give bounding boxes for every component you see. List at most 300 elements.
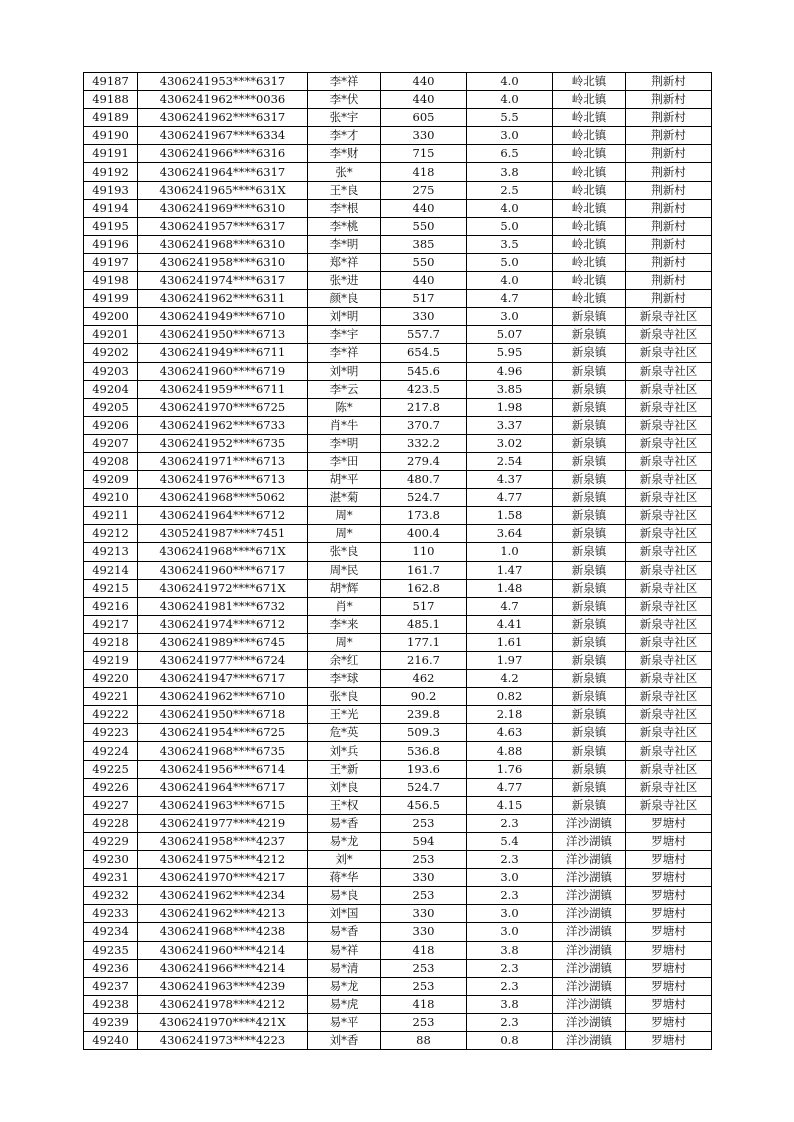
table-row (84, 217, 712, 235)
quantity-cell: 4.37 (467, 471, 553, 489)
quantity-cell: 2.54 (467, 452, 553, 470)
village-cell: 新泉寺社区 (626, 326, 712, 344)
town-cell: 岭北镇 (553, 163, 626, 181)
amount-cell: 177.1 (381, 633, 467, 651)
village-cell: 荆新村 (626, 109, 712, 127)
quantity-cell: 5.0 (467, 217, 553, 235)
id-number-cell: 4306241975****4212 (138, 851, 308, 869)
row-number-cell: 49213 (84, 543, 138, 561)
person-name-cell: 胡*平 (308, 471, 381, 489)
id-number-cell: 4306241970****6725 (138, 398, 308, 416)
quantity-cell: 3.5 (467, 235, 553, 253)
town-cell: 新泉镇 (553, 742, 626, 760)
id-number-cell: 4306241957****6317 (138, 217, 308, 235)
id-number-cell: 4306241966****6316 (138, 145, 308, 163)
table-row (84, 977, 712, 995)
row-number-cell: 49198 (84, 272, 138, 290)
village-cell: 新泉寺社区 (626, 706, 712, 724)
person-name-cell: 李*宇 (308, 326, 381, 344)
village-cell: 新泉寺社区 (626, 344, 712, 362)
row-number-cell: 49208 (84, 452, 138, 470)
row-number-cell: 49227 (84, 796, 138, 814)
village-cell: 罗塘村 (626, 995, 712, 1013)
person-name-cell: 刘*国 (308, 905, 381, 923)
row-number-cell: 49233 (84, 905, 138, 923)
id-number-cell: 4306241971****6713 (138, 452, 308, 470)
town-cell: 新泉镇 (553, 706, 626, 724)
quantity-cell: 3.0 (467, 905, 553, 923)
amount-cell: 480.7 (381, 471, 467, 489)
village-cell: 荆新村 (626, 91, 712, 109)
row-number-cell: 49240 (84, 1031, 138, 1049)
town-cell: 岭北镇 (553, 235, 626, 253)
table-row (84, 597, 712, 615)
amount-cell: 162.8 (381, 579, 467, 597)
row-number-cell: 49225 (84, 760, 138, 778)
id-number-cell: 4306241989****6745 (138, 633, 308, 651)
row-number-cell: 49211 (84, 507, 138, 525)
amount-cell: 550 (381, 217, 467, 235)
person-name-cell: 蒋*华 (308, 869, 381, 887)
town-cell: 岭北镇 (553, 91, 626, 109)
row-number-cell: 49190 (84, 127, 138, 145)
table-row (84, 652, 712, 670)
row-number-cell: 49195 (84, 217, 138, 235)
quantity-cell: 2.3 (467, 814, 553, 832)
row-number-cell: 49194 (84, 199, 138, 217)
row-number-cell: 49223 (84, 724, 138, 742)
records-table (83, 72, 712, 1050)
amount-cell: 400.4 (381, 525, 467, 543)
person-name-cell: 易*香 (308, 923, 381, 941)
amount-cell: 173.8 (381, 507, 467, 525)
row-number-cell: 49207 (84, 434, 138, 452)
town-cell: 洋沙湖镇 (553, 851, 626, 869)
row-number-cell: 49199 (84, 290, 138, 308)
village-cell: 罗塘村 (626, 941, 712, 959)
town-cell: 洋沙湖镇 (553, 869, 626, 887)
id-number-cell: 4306241947****6717 (138, 670, 308, 688)
town-cell: 新泉镇 (553, 633, 626, 651)
quantity-cell: 5.07 (467, 326, 553, 344)
town-cell: 岭北镇 (553, 199, 626, 217)
id-number-cell: 4306241977****4219 (138, 814, 308, 832)
amount-cell: 456.5 (381, 796, 467, 814)
village-cell: 新泉寺社区 (626, 380, 712, 398)
id-number-cell: 4306241966****4214 (138, 959, 308, 977)
table-row (84, 344, 712, 362)
person-name-cell: 刘*良 (308, 778, 381, 796)
person-name-cell: 周*民 (308, 561, 381, 579)
id-number-cell: 4306241958****4237 (138, 832, 308, 850)
quantity-cell: 2.3 (467, 977, 553, 995)
person-name-cell: 王*良 (308, 181, 381, 199)
village-cell: 新泉寺社区 (626, 525, 712, 543)
quantity-cell: 1.61 (467, 633, 553, 651)
town-cell: 新泉镇 (553, 416, 626, 434)
village-cell: 罗塘村 (626, 887, 712, 905)
town-cell: 新泉镇 (553, 760, 626, 778)
town-cell: 岭北镇 (553, 253, 626, 271)
village-cell: 罗塘村 (626, 977, 712, 995)
amount-cell: 654.5 (381, 344, 467, 362)
person-name-cell: 王*权 (308, 796, 381, 814)
amount-cell: 330 (381, 923, 467, 941)
person-name-cell: 张*进 (308, 272, 381, 290)
village-cell: 新泉寺社区 (626, 670, 712, 688)
village-cell: 新泉寺社区 (626, 796, 712, 814)
amount-cell: 423.5 (381, 380, 467, 398)
table-row (84, 1031, 712, 1049)
id-number-cell: 4306241965****631X (138, 181, 308, 199)
quantity-cell: 3.0 (467, 923, 553, 941)
village-cell: 荆新村 (626, 272, 712, 290)
amount-cell: 253 (381, 1013, 467, 1031)
table-row (84, 688, 712, 706)
town-cell: 新泉镇 (553, 796, 626, 814)
table-row (84, 471, 712, 489)
id-number-cell: 4306241969****6310 (138, 199, 308, 217)
person-name-cell: 周* (308, 633, 381, 651)
person-name-cell: 刘*兵 (308, 742, 381, 760)
row-number-cell: 49189 (84, 109, 138, 127)
row-number-cell: 49187 (84, 73, 138, 91)
town-cell: 新泉镇 (553, 326, 626, 344)
amount-cell: 330 (381, 869, 467, 887)
quantity-cell: 3.0 (467, 127, 553, 145)
table-row (84, 145, 712, 163)
quantity-cell: 4.41 (467, 615, 553, 633)
town-cell: 新泉镇 (553, 525, 626, 543)
id-number-cell: 4306241949****6710 (138, 308, 308, 326)
quantity-cell: 2.5 (467, 181, 553, 199)
quantity-cell: 4.0 (467, 91, 553, 109)
id-number-cell: 4306241964****6717 (138, 778, 308, 796)
table-row (84, 615, 712, 633)
person-name-cell: 刘* (308, 851, 381, 869)
row-number-cell: 49214 (84, 561, 138, 579)
amount-cell: 385 (381, 235, 467, 253)
amount-cell: 279.4 (381, 452, 467, 470)
village-cell: 新泉寺社区 (626, 489, 712, 507)
amount-cell: 418 (381, 163, 467, 181)
quantity-cell: 4.96 (467, 362, 553, 380)
id-number-cell: 4306241962****0036 (138, 91, 308, 109)
amount-cell: 524.7 (381, 778, 467, 796)
town-cell: 新泉镇 (553, 380, 626, 398)
amount-cell: 440 (381, 199, 467, 217)
row-number-cell: 49210 (84, 489, 138, 507)
person-name-cell: 刘*香 (308, 1031, 381, 1049)
row-number-cell: 49220 (84, 670, 138, 688)
village-cell: 新泉寺社区 (626, 579, 712, 597)
table-row (84, 1013, 712, 1031)
person-name-cell: 刘*明 (308, 362, 381, 380)
village-cell: 新泉寺社区 (626, 615, 712, 633)
town-cell: 新泉镇 (553, 308, 626, 326)
amount-cell: 239.8 (381, 706, 467, 724)
amount-cell: 418 (381, 941, 467, 959)
village-cell: 新泉寺社区 (626, 688, 712, 706)
table-row (84, 561, 712, 579)
id-number-cell: 4306241962****6733 (138, 416, 308, 434)
town-cell: 新泉镇 (553, 561, 626, 579)
quantity-cell: 5.4 (467, 832, 553, 850)
amount-cell: 330 (381, 308, 467, 326)
amount-cell: 536.8 (381, 742, 467, 760)
town-cell: 洋沙湖镇 (553, 905, 626, 923)
person-name-cell: 肖* (308, 597, 381, 615)
table-row (84, 941, 712, 959)
town-cell: 新泉镇 (553, 688, 626, 706)
quantity-cell: 3.85 (467, 380, 553, 398)
amount-cell: 110 (381, 543, 467, 561)
person-name-cell: 周* (308, 525, 381, 543)
amount-cell: 715 (381, 145, 467, 163)
person-name-cell: 陈* (308, 398, 381, 416)
village-cell: 荆新村 (626, 73, 712, 91)
id-number-cell: 4306241968****5062 (138, 489, 308, 507)
village-cell: 荆新村 (626, 127, 712, 145)
amount-cell: 509.3 (381, 724, 467, 742)
id-number-cell: 4306241978****4212 (138, 995, 308, 1013)
row-number-cell: 49201 (84, 326, 138, 344)
id-number-cell: 4306241974****6317 (138, 272, 308, 290)
town-cell: 新泉镇 (553, 724, 626, 742)
quantity-cell: 0.82 (467, 688, 553, 706)
village-cell: 罗塘村 (626, 814, 712, 832)
amount-cell: 440 (381, 272, 467, 290)
village-cell: 荆新村 (626, 217, 712, 235)
person-name-cell: 颜*良 (308, 290, 381, 308)
village-cell: 新泉寺社区 (626, 652, 712, 670)
quantity-cell: 1.47 (467, 561, 553, 579)
amount-cell: 253 (381, 887, 467, 905)
amount-cell: 161.7 (381, 561, 467, 579)
id-number-cell: 4306241977****6724 (138, 652, 308, 670)
row-number-cell: 49203 (84, 362, 138, 380)
row-number-cell: 49221 (84, 688, 138, 706)
village-cell: 罗塘村 (626, 832, 712, 850)
village-cell: 新泉寺社区 (626, 471, 712, 489)
id-number-cell: 4306241958****6310 (138, 253, 308, 271)
id-number-cell: 4306241963****4239 (138, 977, 308, 995)
table-row (84, 290, 712, 308)
amount-cell: 253 (381, 977, 467, 995)
person-name-cell: 周* (308, 507, 381, 525)
town-cell: 新泉镇 (553, 398, 626, 416)
table-row (84, 380, 712, 398)
village-cell: 荆新村 (626, 253, 712, 271)
row-number-cell: 49192 (84, 163, 138, 181)
row-number-cell: 49193 (84, 181, 138, 199)
id-number-cell: 4306241970****421X (138, 1013, 308, 1031)
quantity-cell: 3.8 (467, 995, 553, 1013)
village-cell: 荆新村 (626, 163, 712, 181)
village-cell: 新泉寺社区 (626, 434, 712, 452)
table-row (84, 905, 712, 923)
quantity-cell: 4.77 (467, 778, 553, 796)
id-number-cell: 4306241964****6712 (138, 507, 308, 525)
town-cell: 新泉镇 (553, 652, 626, 670)
row-number-cell: 49215 (84, 579, 138, 597)
row-number-cell: 49200 (84, 308, 138, 326)
quantity-cell: 3.8 (467, 941, 553, 959)
id-number-cell: 4306241960****4214 (138, 941, 308, 959)
id-number-cell: 4306241972****671X (138, 579, 308, 597)
amount-cell: 217.8 (381, 398, 467, 416)
town-cell: 洋沙湖镇 (553, 995, 626, 1013)
table-row (84, 760, 712, 778)
table-row (84, 851, 712, 869)
id-number-cell: 4306241950****6718 (138, 706, 308, 724)
amount-cell: 418 (381, 995, 467, 1013)
row-number-cell: 49237 (84, 977, 138, 995)
id-number-cell: 4306241962****6317 (138, 109, 308, 127)
quantity-cell: 4.77 (467, 489, 553, 507)
id-number-cell: 4306241952****6735 (138, 434, 308, 452)
village-cell: 新泉寺社区 (626, 543, 712, 561)
id-number-cell: 4306241968****6735 (138, 742, 308, 760)
person-name-cell: 李*根 (308, 199, 381, 217)
quantity-cell: 5.0 (467, 253, 553, 271)
id-number-cell: 4306241949****6711 (138, 344, 308, 362)
amount-cell: 253 (381, 814, 467, 832)
row-number-cell: 49209 (84, 471, 138, 489)
id-number-cell: 4306241962****4234 (138, 887, 308, 905)
row-number-cell: 49216 (84, 597, 138, 615)
row-number-cell: 49188 (84, 91, 138, 109)
town-cell: 洋沙湖镇 (553, 1013, 626, 1031)
id-number-cell: 4306241954****6725 (138, 724, 308, 742)
amount-cell: 253 (381, 851, 467, 869)
person-name-cell: 危*英 (308, 724, 381, 742)
table-row (84, 814, 712, 832)
id-number-cell: 4306241963****6715 (138, 796, 308, 814)
village-cell: 荆新村 (626, 181, 712, 199)
person-name-cell: 李*才 (308, 127, 381, 145)
row-number-cell: 49222 (84, 706, 138, 724)
table-row (84, 869, 712, 887)
person-name-cell: 李*财 (308, 145, 381, 163)
row-number-cell: 49219 (84, 652, 138, 670)
row-number-cell: 49231 (84, 869, 138, 887)
amount-cell: 330 (381, 905, 467, 923)
village-cell: 新泉寺社区 (626, 398, 712, 416)
id-number-cell: 4306241962****4213 (138, 905, 308, 923)
row-number-cell: 49232 (84, 887, 138, 905)
table-row (84, 109, 712, 127)
village-cell: 罗塘村 (626, 1013, 712, 1031)
table-row (84, 923, 712, 941)
town-cell: 新泉镇 (553, 344, 626, 362)
table-row (84, 235, 712, 253)
village-cell: 罗塘村 (626, 1031, 712, 1049)
id-number-cell: 4306241960****6717 (138, 561, 308, 579)
village-cell: 新泉寺社区 (626, 561, 712, 579)
table-row (84, 326, 712, 344)
id-number-cell: 4306241974****6712 (138, 615, 308, 633)
village-cell: 荆新村 (626, 235, 712, 253)
quantity-cell: 4.0 (467, 199, 553, 217)
town-cell: 岭北镇 (553, 217, 626, 235)
quantity-cell: 3.64 (467, 525, 553, 543)
amount-cell: 594 (381, 832, 467, 850)
village-cell: 新泉寺社区 (626, 742, 712, 760)
town-cell: 新泉镇 (553, 670, 626, 688)
row-number-cell: 49230 (84, 851, 138, 869)
table-row (84, 543, 712, 561)
quantity-cell: 6.5 (467, 145, 553, 163)
id-number-cell: 4306241967****6334 (138, 127, 308, 145)
id-number-cell: 4306241968****671X (138, 543, 308, 561)
table-row (84, 73, 712, 91)
town-cell: 洋沙湖镇 (553, 887, 626, 905)
table-row (84, 887, 712, 905)
person-name-cell: 湛*菊 (308, 489, 381, 507)
table-row (84, 525, 712, 543)
town-cell: 新泉镇 (553, 489, 626, 507)
row-number-cell: 49224 (84, 742, 138, 760)
table-row (84, 272, 712, 290)
person-name-cell: 李*田 (308, 452, 381, 470)
table-row (84, 452, 712, 470)
row-number-cell: 49218 (84, 633, 138, 651)
row-number-cell: 49229 (84, 832, 138, 850)
village-cell: 荆新村 (626, 145, 712, 163)
table-row (84, 434, 712, 452)
table-row (84, 181, 712, 199)
quantity-cell: 2.3 (467, 851, 553, 869)
amount-cell: 275 (381, 181, 467, 199)
quantity-cell: 0.8 (467, 1031, 553, 1049)
town-cell: 岭北镇 (553, 109, 626, 127)
table-row (84, 706, 712, 724)
table-row (84, 163, 712, 181)
row-number-cell: 49236 (84, 959, 138, 977)
id-number-cell: 4306241953****6317 (138, 73, 308, 91)
id-number-cell: 4306241962****6311 (138, 290, 308, 308)
amount-cell: 545.6 (381, 362, 467, 380)
quantity-cell: 3.0 (467, 308, 553, 326)
table-row (84, 489, 712, 507)
town-cell: 新泉镇 (553, 579, 626, 597)
table-row (84, 995, 712, 1013)
row-number-cell: 49228 (84, 814, 138, 832)
village-cell: 新泉寺社区 (626, 633, 712, 651)
row-number-cell: 49196 (84, 235, 138, 253)
person-name-cell: 李*明 (308, 235, 381, 253)
person-name-cell: 易*香 (308, 814, 381, 832)
person-name-cell: 李*明 (308, 434, 381, 452)
person-name-cell: 易*龙 (308, 977, 381, 995)
table-row (84, 724, 712, 742)
amount-cell: 216.7 (381, 652, 467, 670)
row-number-cell: 49204 (84, 380, 138, 398)
town-cell: 新泉镇 (553, 615, 626, 633)
table-row (84, 959, 712, 977)
town-cell: 洋沙湖镇 (553, 941, 626, 959)
quantity-cell: 2.3 (467, 1013, 553, 1031)
table-row (84, 199, 712, 217)
person-name-cell: 易*虎 (308, 995, 381, 1013)
person-name-cell: 李*来 (308, 615, 381, 633)
amount-cell: 332.2 (381, 434, 467, 452)
id-number-cell: 4306241970****4217 (138, 869, 308, 887)
row-number-cell: 49234 (84, 923, 138, 941)
quantity-cell: 3.02 (467, 434, 553, 452)
amount-cell: 524.7 (381, 489, 467, 507)
